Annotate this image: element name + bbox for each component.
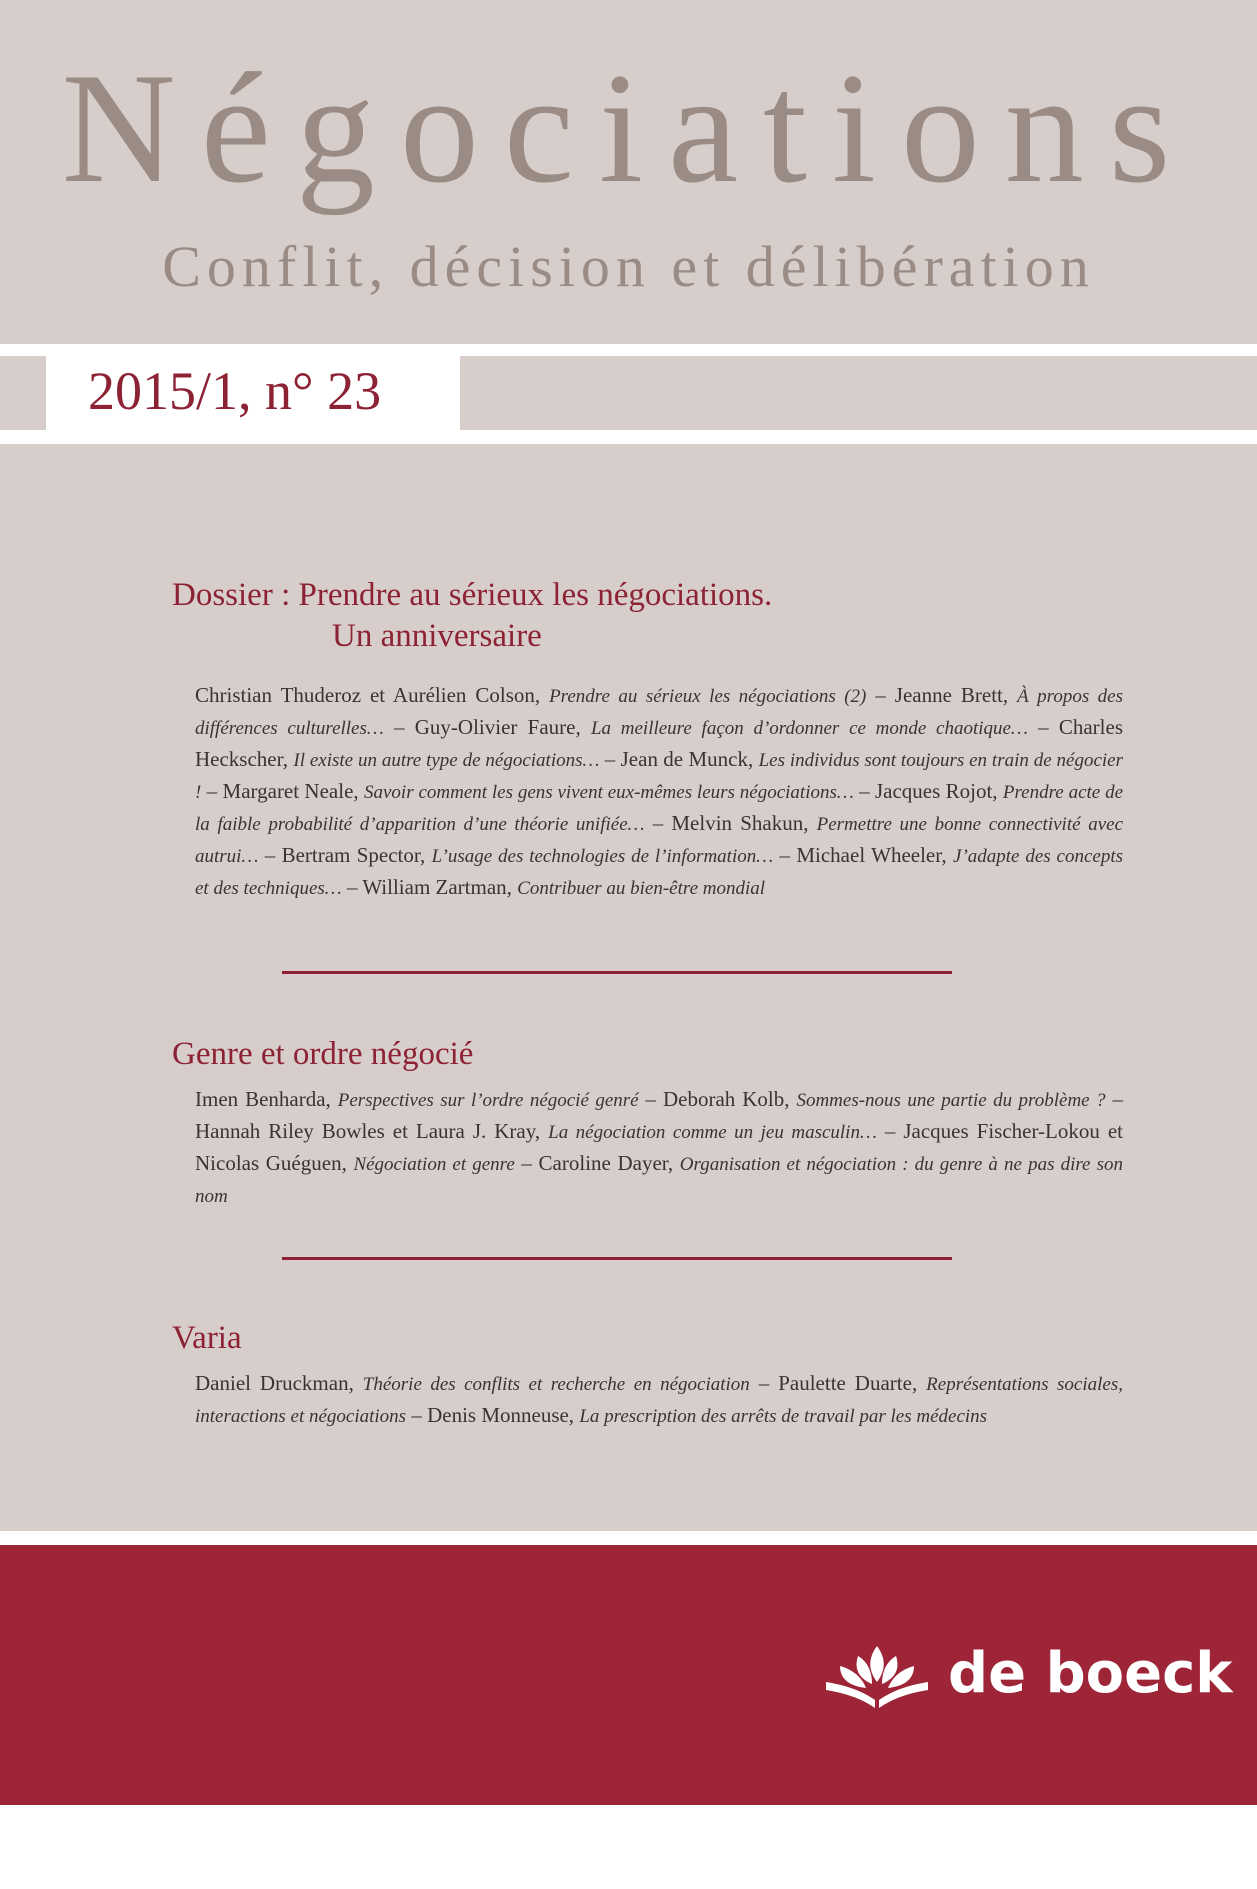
entry-title: Permettre une bonne connectivité avec autrui… — [195, 814, 1124, 867]
entry-title: Perspectives sur l’ordre négocié genré — [337, 1090, 639, 1111]
entry-title: Sommes-nous une partie du problème ? — [796, 1090, 1106, 1111]
section-body-varia: Daniel Druckman, Théorie des conflits et recherche en négociation – Paulette Duarte, Représentations sociales, interactions et négociations – Denis Monneuse, La prescription des arrêts de travail par les médecins — [195, 1371, 1123, 1427]
entry-author: Jeanne Brett, — [894, 683, 1018, 707]
entry-author: Denis Monneuse, — [427, 1403, 580, 1427]
entry-title: Négociation et genre — [353, 1154, 515, 1175]
entry-author: Margaret Neale, — [222, 779, 364, 803]
entry-author: Melvin Shakun, — [671, 811, 817, 835]
entry-author: Hannah Riley Bowles et Laura J. Kray, — [195, 1119, 549, 1143]
entry-title: La négociation comme un jeu masculin… — [548, 1122, 877, 1143]
section-title-varia — [172, 1318, 242, 1359]
entry-author: Jacques Rojot, — [874, 779, 1003, 803]
entry-title: J’adapte des concepts et des techniques… — [195, 846, 1123, 899]
section-title-dossier-line1: Dossier : Prendre au sérieux les négociations. — [172, 577, 773, 613]
open-book-leaves-icon — [818, 1638, 936, 1710]
issue-band-left — [0, 356, 46, 430]
entry-author: Deborah Kolb, — [663, 1087, 797, 1111]
entry-author: Charles Heckscher, — [195, 715, 1124, 771]
entry-author: Jacques Fischer-Lokou et Nicolas Guéguen, — [195, 1119, 1124, 1175]
entry-author: Daniel Druckman, — [195, 1371, 363, 1395]
entry-author: Caroline Dayer, — [538, 1151, 680, 1175]
entry-title: À propos des différences culturelles… — [195, 686, 1123, 739]
entry-author: Imen Benharda, — [195, 1087, 338, 1111]
publisher-logo — [818, 1638, 1233, 1710]
entry-title: Les individus sont toujours en train de négocier ! — [195, 750, 1123, 803]
entry-author: Paulette Duarte, — [778, 1371, 927, 1395]
section-body-genre: Imen Benharda, Perspectives sur l’ordre négocié genré – Deborah Kolb, Sommes-nous une partie du problème ? – Hannah Riley Bowles et Laura J. Kray, La négociation comme un jeu masculin… – Jacques Fischer-Lokou et Nicolas Guéguen, Négociation et genre – Caroline Dayer, Organisation et négociation : du genre à ne pas dire son nom — [195, 1087, 1124, 1207]
issue-band-right — [460, 356, 1257, 430]
journal-subtitle: Conflit, décision et délibération — [162, 234, 1095, 299]
section-title-genre-line1: Genre et ordre négocié — [172, 1036, 474, 1072]
entry-title: Prendre acte de la faible probabilité d’apparition d’une théorie unifiée… — [195, 782, 1124, 835]
journal-title: Négociations — [61, 41, 1196, 216]
entry-title: Organisation et négociation : du genre à ne pas dire son nom — [195, 1154, 1123, 1207]
section-body-dossier: Christian Thuderoz et Aurélien Colson, Prendre au sérieux les négociations (2) – Jeanne Brett, À propos des différences culturelles… – Guy-Olivier Faure, La meilleure façon d’ordonner ce monde chaotique… – Charles Heckscher, Il existe un autre type de négociations… – Jean de Munck, Les individus sont toujours en train de négocier ! – Margaret Neale, Savoir comment les gens vivent eux-mêmes leurs négociations… – Jacques Rojot, Prendre acte de la faible probabilité d’apparition d’une théorie unifiée… – Melvin Shakun, Permettre une bonne connectivité avec autrui… – Bertram Spector, L’usage des technologies de l’information… – Michael Wheeler, J’adapte des concepts et des techniques… – William Zartman, Contribuer au bien-être mondial — [195, 683, 1124, 899]
entry-title: La meilleure façon d’ordonner ce monde chaotique… — [590, 718, 1028, 739]
entry-author: Bertram Spector, — [281, 843, 432, 867]
entry-title: Représentations sociales, interactions et négociations — [195, 1374, 1123, 1427]
section-title-dossier-line2: Un anniversaire — [332, 618, 542, 655]
publisher-name: de boeck — [948, 1641, 1233, 1706]
entry-author: Jean de Munck, — [620, 747, 759, 771]
entry-author: Michael Wheeler, — [796, 843, 954, 867]
entry-title: Savoir comment les gens vivent eux-mêmes leurs négociations… — [364, 782, 854, 803]
entry-title: Théorie des conflits et recherche en négociation — [362, 1374, 750, 1395]
issue-number: 2015/1, n° 23 — [88, 361, 382, 421]
entry-title: Prendre au sérieux les négociations (2) — [549, 686, 867, 707]
entry-author: William Zartman, — [362, 875, 518, 899]
entry-author: Christian Thuderoz et Aurélien Colson, — [195, 683, 550, 707]
entry-title: La prescription des arrêts de travail par les médecins — [579, 1406, 988, 1427]
entry-title: Contribuer au bien-être mondial — [517, 878, 766, 899]
section-divider — [282, 1257, 952, 1260]
section-divider — [282, 971, 952, 974]
entry-title: L’usage des technologies de l’information… — [431, 846, 774, 867]
entry-author: Guy-Olivier Faure, — [414, 715, 591, 739]
section-title-genre — [172, 1034, 473, 1075]
section-title-dossier — [172, 575, 772, 658]
section-title-varia-line1: Varia — [172, 1320, 242, 1356]
entry-title: Il existe un autre type de négociations… — [293, 750, 600, 771]
